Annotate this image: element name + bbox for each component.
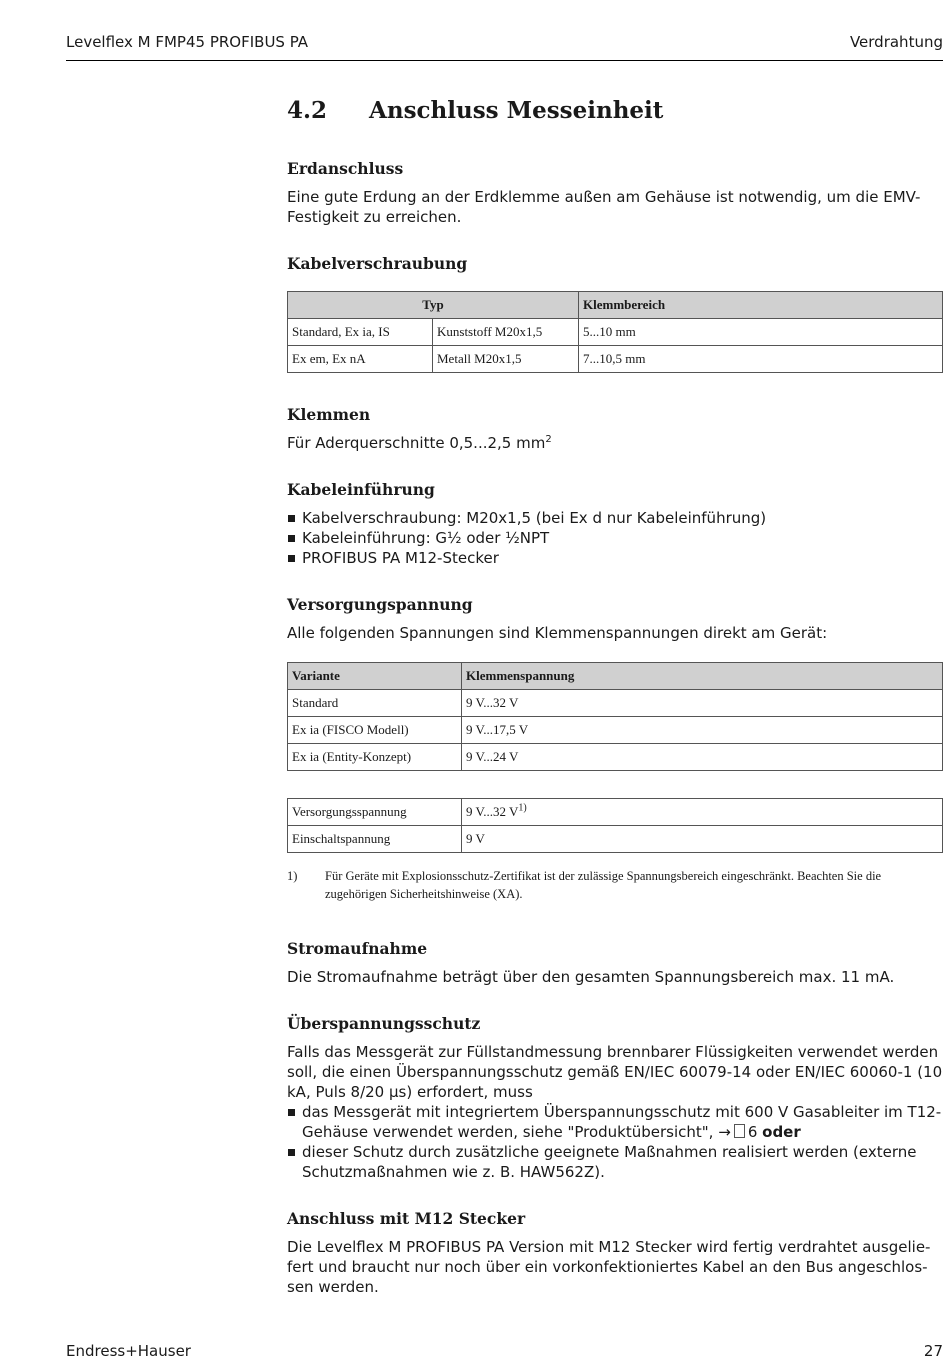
- table-cell: Ex em, Ex nA: [288, 346, 433, 373]
- table-row: [288, 346, 943, 373]
- kabelverschraubung-table: [287, 291, 943, 373]
- kabelverschraubung-section: [287, 254, 943, 373]
- table-cell: Standard, Ex ia, IS: [288, 319, 433, 346]
- table-cell: 9 V...32 V: [462, 690, 943, 717]
- ueberspannung-list: [287, 1102, 943, 1182]
- table-cell-value: 9 V...32 V: [466, 804, 519, 819]
- table-header-row: [288, 292, 943, 319]
- footnote-text: Für Geräte mit Explosionsschutz-Zertifikat ist der zulässige Spannungsbereich eingeschränkt. Beachten Sie die zugehörigen Sicherheitshinweise (XA).: [325, 869, 882, 901]
- versorgung-text: Alle folgenden Spannungen sind Klemmenspannungen direkt am Gerät:: [287, 624, 828, 642]
- table-row: [288, 319, 943, 346]
- table-cell: Kunststoff M20x1,5: [433, 319, 579, 346]
- table-row: [288, 826, 943, 853]
- table-cell: 9 V...17,5 V: [462, 717, 943, 744]
- klemmen-superscript: 2: [545, 434, 552, 445]
- table-cell: [462, 799, 943, 826]
- versorgungsspannung-table: [287, 798, 943, 853]
- table-row: [288, 744, 943, 771]
- m12-heading: Anschluss mit M12 Stecker: [287, 1209, 526, 1228]
- klemmen-heading: Klemmen: [287, 405, 371, 424]
- m12-section: [287, 1209, 943, 1297]
- klemmen-text-value: Für Aderquerschnitte 0,5...2,5 mm: [287, 434, 546, 452]
- ueberspannung-section: [287, 1014, 943, 1182]
- klemmen-text: [287, 433, 943, 453]
- footnote-reference: 1): [518, 802, 527, 814]
- klemmenspannung-table: [287, 662, 943, 771]
- section-title: Anschluss Messeinheit: [369, 97, 664, 124]
- table-row: [288, 690, 943, 717]
- list-item: PROFIBUS PA M12-Stecker: [287, 548, 943, 568]
- kabeleinfuehrung-list: [287, 508, 943, 568]
- klemmen-section: [287, 405, 943, 453]
- page-number: 27: [923, 1342, 943, 1360]
- table-row: [288, 799, 943, 826]
- footer-company: Endress+Hauser: [66, 1342, 191, 1360]
- table-header-cell: Typ: [288, 292, 579, 319]
- table-cell: Ex ia (FISCO Modell): [288, 717, 462, 744]
- table-header-cell: Klemmenspannung: [462, 663, 943, 690]
- table-row: [288, 717, 943, 744]
- m12-text: Die Levelflex M PROFIBUS PA Version mit M12 Stecker wird fertig verdrahtet ausgelie-fert und braucht nur noch über ein vorkonfektioniertes Kabel an den Bus angeschlos-sen werden.: [287, 1238, 931, 1296]
- kabeleinfuehrung-heading: Kabeleinführung: [287, 480, 435, 499]
- table-cell: Ex ia (Entity-Konzept): [288, 744, 462, 771]
- kabelverschraubung-heading: Kabelverschraubung: [287, 254, 468, 273]
- erdanschluss-text: Eine gute Erdung an der Erdklemme außen am Gehäuse ist notwendig, um die EMV-Festigkeit zu erreichen.: [287, 188, 921, 226]
- list-item: Kabelverschraubung: M20x1,5 (bei Ex d nur Kabeleinführung): [287, 508, 943, 528]
- table-cell: 9 V: [462, 826, 943, 853]
- table-cell: Standard: [288, 690, 462, 717]
- list-item-text: das Messgerät mit integriertem Überspannungsschutz mit 600 V Gasableiter im T12-Gehäuse verwendet werden, siehe "Produktübersicht",: [302, 1103, 942, 1141]
- page-reference-icon: [734, 1124, 745, 1138]
- section-number: 4.2: [287, 97, 328, 124]
- strom-text: Die Stromaufnahme beträgt über den gesamten Spannungsbereich max. 11 mA.: [287, 968, 895, 986]
- table-header-row: [288, 663, 943, 690]
- versorgung-section: [287, 595, 943, 903]
- table-cell: Metall M20x1,5: [433, 346, 579, 373]
- page-reference-number: 6: [747, 1123, 758, 1141]
- table-header-cell: Klemmbereich: [579, 292, 943, 319]
- erdanschluss-heading: Erdanschluss: [287, 159, 404, 178]
- footnote-number: 1): [287, 869, 298, 883]
- strom-heading: Stromaufnahme: [287, 939, 428, 958]
- section-heading: [287, 96, 943, 126]
- list-item: dieser Schutz durch zusätzliche geeignete Maßnahmen realisiert werden (externe Schutzmaßnahmen wie z. B. HAW562Z).: [287, 1142, 943, 1182]
- list-item: [287, 1102, 943, 1142]
- erdanschluss-section: [287, 159, 943, 227]
- footnote: [287, 867, 943, 903]
- table-cell: 7...10,5 mm: [579, 346, 943, 373]
- versorgung-heading: Versorgungspannung: [287, 595, 473, 614]
- table-cell: Einschaltspannung: [288, 826, 462, 853]
- table-cell: Versorgungsspannung: [288, 799, 462, 826]
- ueberspannung-text: Falls das Messgerät zur Füllstandmessung brennbarer Flüssigkeiten verwendet werden soll, die einen Überspannungsschutz gemäß EN/IEC 60079-14 oder EN/IEC 60060-1 (10 kA, Puls 8/20 µs) erfordert, muss: [287, 1043, 943, 1101]
- strom-section: [287, 939, 943, 987]
- page-header: [66, 33, 943, 61]
- page-content: [287, 96, 943, 1297]
- table-cell: 5...10 mm: [579, 319, 943, 346]
- header-document-title: Levelflex M FMP45 PROFIBUS PA: [66, 33, 309, 51]
- list-item: Kabeleinführung: G½ oder ½NPT: [287, 528, 943, 548]
- list-item-bold: oder: [762, 1123, 801, 1141]
- table-header-cell: Variante: [288, 663, 462, 690]
- ueberspannung-heading: Überspannungsschutz: [287, 1014, 481, 1033]
- arrow-icon: →: [718, 1123, 731, 1141]
- header-chapter-title: Verdrahtung: [849, 33, 943, 51]
- kabeleinfuehrung-section: [287, 480, 943, 568]
- table-cell: 9 V...24 V: [462, 744, 943, 771]
